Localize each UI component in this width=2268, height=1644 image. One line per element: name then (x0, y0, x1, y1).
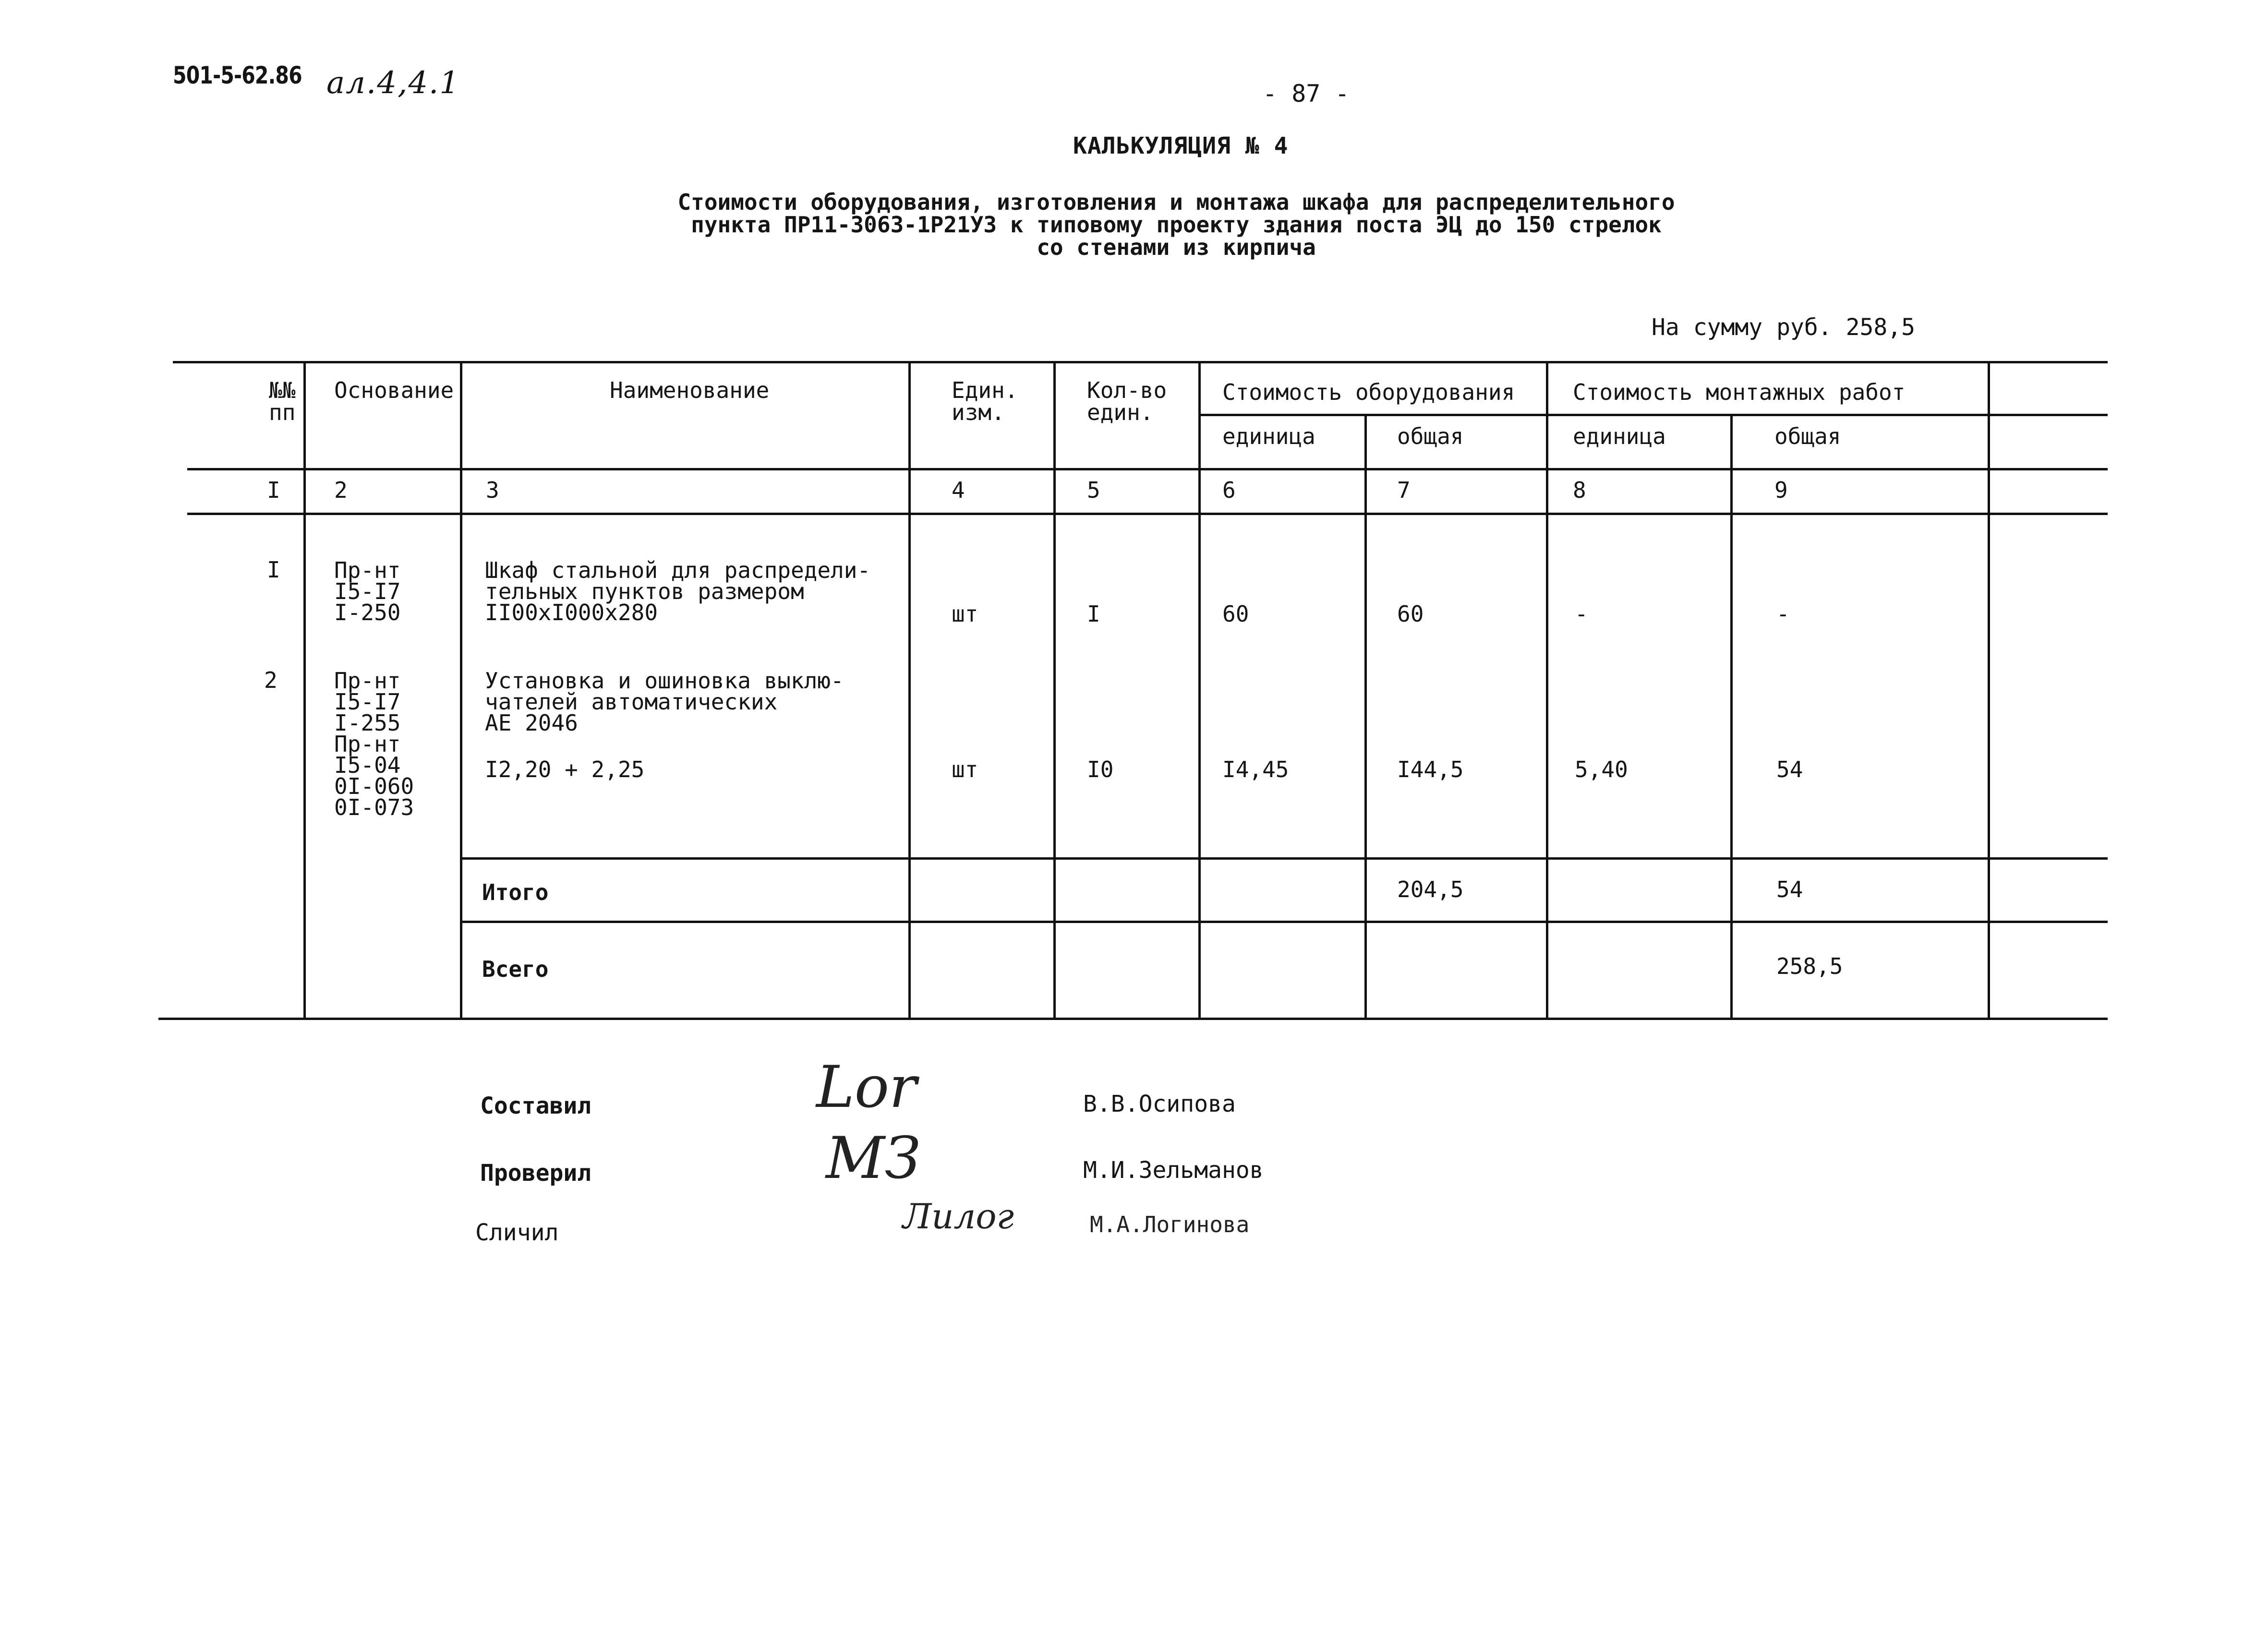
subtitle-line: пункта ПР11-3063-1Р21У3 к типовому проекту здания поста ЭЦ до 150 стрелок (691, 212, 1662, 238)
table-rule (460, 857, 2108, 860)
header-name: Наименование (610, 377, 770, 403)
row-mount-total: 54 (1776, 756, 1803, 782)
subtotal-mount-total: 54 (1776, 876, 1803, 902)
row-unit: шт (952, 756, 978, 782)
subtitle-line: Стоимости оборудования, изготовления и монтажа шкафа для распределительного (677, 189, 1675, 215)
header-equip-total: общая (1397, 423, 1464, 449)
row-qty: I0 (1087, 756, 1114, 782)
row-basis: Пр-нт I5-I7 I-250 (334, 557, 401, 625)
table-rule (908, 361, 911, 1020)
column-number: 3 (486, 477, 499, 503)
row-name: Шкаф стальной для распредели- тельных пунктов размером II00хI000х280 (485, 557, 871, 625)
column-number: 8 (1573, 477, 1586, 503)
column-number: 6 (1222, 477, 1236, 503)
table-rule (460, 361, 462, 1020)
row-mount-unit: 5,40 (1575, 756, 1628, 782)
column-number: 2 (334, 477, 348, 503)
compared-by-label: Сличил (475, 1219, 559, 1246)
subtitle-line: со стенами из кирпича (1037, 234, 1316, 260)
row-equip-total: 60 (1397, 601, 1424, 627)
column-number: 4 (952, 477, 965, 503)
page-number: - 87 - (1263, 80, 1350, 108)
table-rule (1053, 361, 1056, 1020)
row-mount-unit: - (1575, 601, 1588, 627)
checked-by-signature: МЗ (826, 1125, 921, 1192)
row-qty: I (1087, 601, 1100, 627)
row-equip-unit: 60 (1222, 601, 1249, 627)
compiled-by-signature: Lor (816, 1054, 917, 1121)
column-number: 7 (1397, 477, 1411, 503)
table-rule (1364, 414, 1367, 1020)
table-rule (303, 361, 306, 1020)
column-number: 5 (1087, 477, 1100, 503)
column-number: I (267, 477, 280, 503)
table-rule (1198, 361, 1201, 1020)
row-equip-total: I44,5 (1397, 756, 1464, 782)
header-equip-unit: единица (1222, 423, 1315, 449)
table-rule (1546, 361, 1548, 1020)
table-rule (1730, 414, 1733, 1020)
document-subtitle (576, 191, 1776, 259)
compiled-by-label: Составил (480, 1092, 591, 1119)
handwritten-annotation: ал.4,4.1 (326, 65, 460, 101)
page-title: КАЛЬКУЛЯЦИЯ № 4 (1073, 132, 1289, 159)
subtotal-label: Итого (482, 879, 549, 905)
grand-total-mount-total: 258,5 (1776, 953, 1843, 979)
header-equip-cost: Стоимость оборудования (1222, 379, 1515, 405)
document-code: 501-5-62.86 (173, 61, 302, 89)
compared-by-signature: Лилог (903, 1196, 1014, 1236)
column-number: 9 (1774, 477, 1788, 503)
table-rule (158, 1018, 2108, 1020)
compiled-by-name: В.В.Осипова (1083, 1091, 1236, 1117)
table-rule (1198, 414, 2108, 416)
subtotal-equip-total: 204,5 (1397, 876, 1464, 902)
row-name-extra: I2,20 + 2,25 (485, 756, 645, 782)
header-mount-unit: единица (1573, 423, 1666, 449)
header-basis: Основание (334, 377, 454, 403)
table-rule (173, 361, 2108, 363)
table-rule (1988, 361, 1990, 1020)
table-rule (460, 921, 2108, 923)
header-mount-total: общая (1774, 423, 1841, 449)
row-num: I (267, 557, 280, 583)
table-rule (187, 468, 2108, 470)
row-basis: Пр-нт I5-I7 I-255 Пр-нт I5-04 0I-060 0I-073 (334, 668, 414, 820)
row-mount-total: - (1776, 601, 1790, 627)
header-qty: Кол-во един. (1087, 377, 1167, 425)
grand-total-label: Всего (482, 956, 549, 982)
total-sum: На сумму руб. 258,5 (1652, 314, 1916, 341)
row-name: Установка и ошиновка выклю- чателей автоматических АЕ 2046 (485, 668, 844, 736)
compared-by-name: М.А.Логинова (1090, 1212, 1250, 1237)
row-equip-unit: I4,45 (1222, 756, 1289, 782)
table-rule (187, 513, 2108, 515)
header-num: №№ пп (269, 377, 296, 425)
row-unit: шт (952, 601, 978, 627)
checked-by-label: Проверил (480, 1160, 591, 1187)
checked-by-name: М.И.Зельманов (1083, 1157, 1264, 1184)
header-unit: Един. изм. (952, 377, 1018, 425)
header-mount-cost: Стоимость монтажных работ (1573, 379, 1906, 405)
row-num: 2 (264, 667, 277, 693)
